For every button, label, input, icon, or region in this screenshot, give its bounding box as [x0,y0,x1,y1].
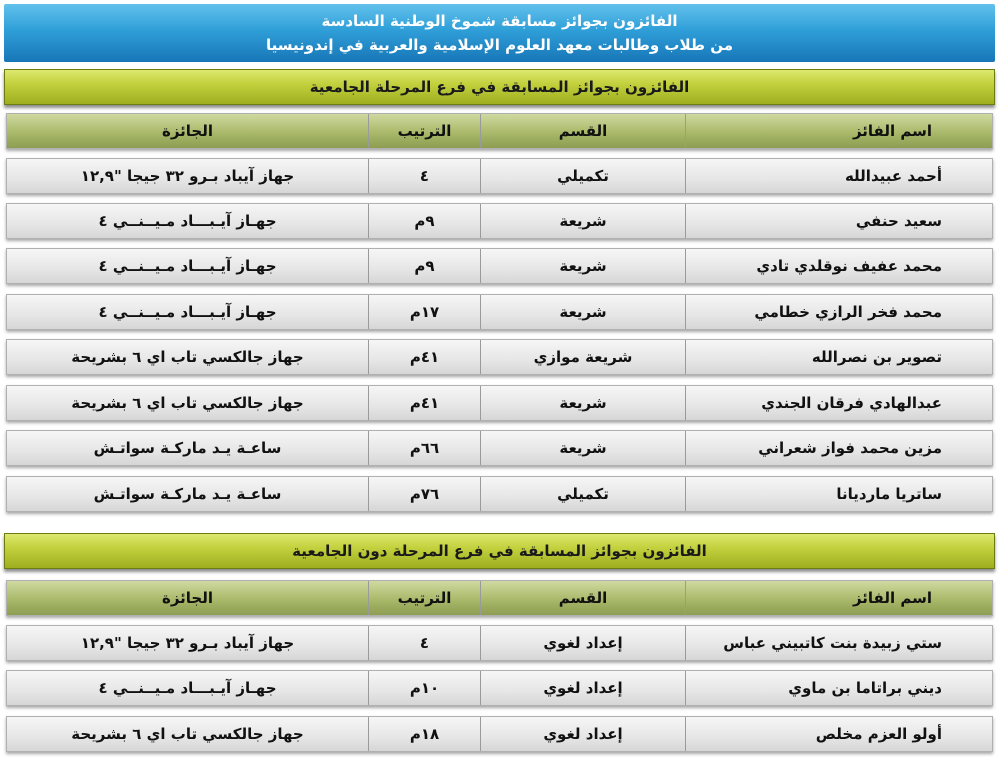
winner-dept: شريعة [480,295,685,329]
header-rank: الترتيب [368,581,480,615]
header-prize: الجائزة [161,122,214,140]
winner-prize: جهاز جالكسي تاب اي ٦ بشريحة [71,725,304,743]
header-name: اسم الفائز [685,581,992,615]
header-rank: الترتيب [368,114,480,148]
winner-rank: ٦٦م [368,431,480,465]
header-dept: القسم [480,581,685,615]
winner-name: سعيد حنفي [685,204,992,238]
winner-name: ستي زبيدة بنت كاتبيني عباس [685,626,992,660]
winner-rank: ١٨م [368,717,480,751]
winner-prize: جهاز آيباد بـرو ٣٢ جيجا "١٢,٩ [80,634,295,652]
winner-rank: ٩م [368,204,480,238]
winner-rank: ٤١م [368,340,480,374]
winner-prize: جهـاز آيـبـــاد مـيــنــي ٤ [98,212,277,230]
winner-name: تصوير بن نصرالله [685,340,992,374]
table-row [6,385,993,421]
winner-rank: ١٧م [368,295,480,329]
winner-rank: ٤ [368,626,480,660]
winner-prize: جهاز جالكسي تاب اي ٦ بشريحة [71,348,304,366]
title-banner [4,4,995,62]
header-prize: الجائزة [161,589,214,607]
winner-dept: تكميلي [480,159,685,193]
winner-name: أولو العزم مخلص [685,717,992,751]
winner-rank: ٧٦م [368,477,480,511]
winner-rank: ٤ [368,159,480,193]
winner-dept: شريعة [480,249,685,283]
winner-name: محمد عفيف نوقلدي تادي [685,249,992,283]
winner-name: محمد فخر الرازي خطامي [685,295,992,329]
winner-prize: جهـاز آيـبـــاد مـيــنــي ٤ [98,257,277,275]
section-university-label: الفائزون بجوائز المسابقة في فرع المرحلة الجامعية [309,78,690,96]
winner-prize: جهاز آيباد بـرو ٣٢ جيجا "١٢,٩ [80,167,295,185]
winner-name: مزين محمد فواز شعراني [685,431,992,465]
section-pre-university-title [4,533,995,569]
table-header-university [6,113,993,149]
winner-dept: شريعة [480,386,685,420]
section-pre-university-label: الفائزون بجوائز المسابقة في فرع المرحلة دون الجامعية [292,542,707,560]
winner-dept: شريعة موازي [480,340,685,374]
table-row [6,339,993,375]
winner-prize: جهاز جالكسي تاب اي ٦ بشريحة [71,394,304,412]
winner-name: أحمد عبيدالله [685,159,992,193]
winner-rank: ١٠م [368,671,480,705]
table-row [6,248,993,284]
header-name: اسم الفائز [685,114,992,148]
table-row [6,158,993,194]
winner-dept: إعداد لغوي [480,671,685,705]
winner-name: ساتريا مارديانا [685,477,992,511]
winner-prize: ساعـة يـد ماركـة سواتـش [93,439,282,457]
table-row [6,625,993,661]
banner-subtitle: من طلاب وطالبات معهد العلوم الإسلامية والعربية في إندونيسيا [265,36,734,54]
winner-dept: شريعة [480,204,685,238]
winner-dept: شريعة [480,431,685,465]
section-university-title [4,69,995,105]
header-dept: القسم [480,114,685,148]
banner-title: الفائزون بجوائز مسابقة شموخ الوطنية السادسة [321,12,678,30]
table-row [6,430,993,466]
winner-dept: إعداد لغوي [480,626,685,660]
table-row [6,203,993,239]
table-row [6,294,993,330]
winner-prize: جهـاز آيـبـــاد مـيــنــي ٤ [98,303,277,321]
table-row [6,670,993,706]
winner-name: عبدالهادي فرقان الجندي [685,386,992,420]
table-row [6,476,993,512]
winner-rank: ٤١م [368,386,480,420]
table-header-pre-university [6,580,993,616]
table-row [6,716,993,752]
winner-dept: إعداد لغوي [480,717,685,751]
winner-prize: ساعـة يـد ماركـة سواتـش [93,485,282,503]
winner-dept: تكميلي [480,477,685,511]
winner-prize: جهـاز آيـبـــاد مـيــنــي ٤ [98,679,277,697]
winner-name: ديني براتاما بن ماوي [685,671,992,705]
winner-rank: ٩م [368,249,480,283]
